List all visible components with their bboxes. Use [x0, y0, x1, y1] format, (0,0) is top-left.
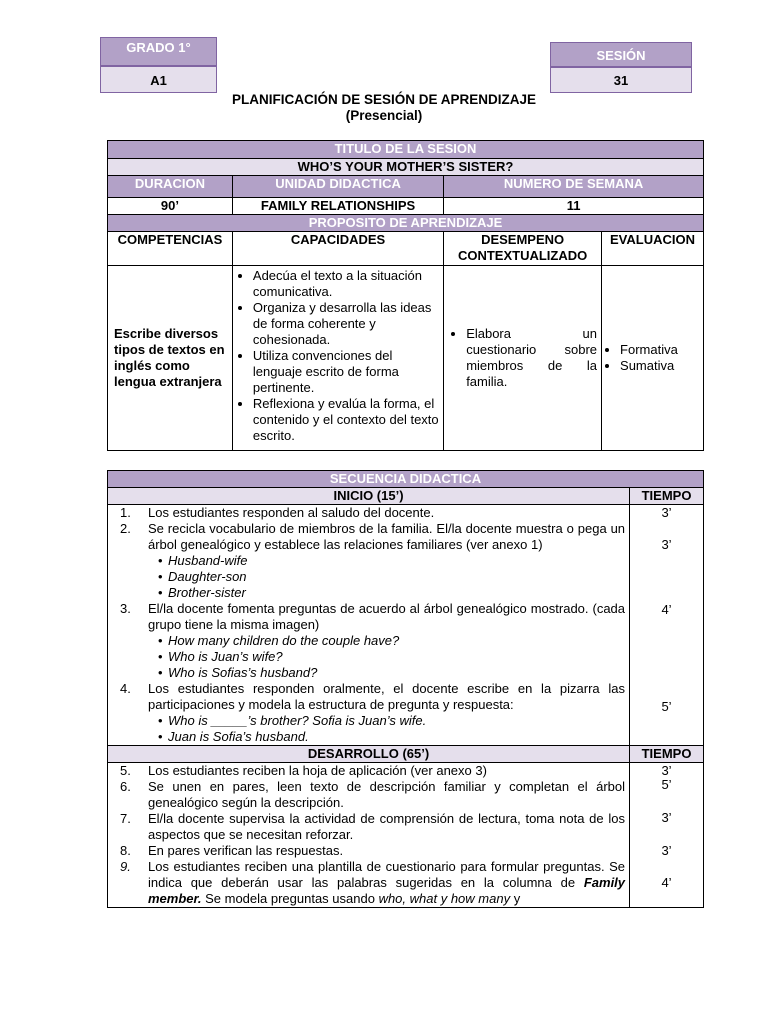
step-text: Los estudiantes reciben la hoja de aplicación (ver anexo 3) [148, 763, 487, 778]
model-item: • Who is _____’s brother? Sofia is Juan’s wife. [168, 713, 625, 729]
step-number: 4. [120, 681, 131, 696]
model-item: • Juan is Sofia’s husband. [168, 729, 625, 745]
titulo-label: TITULO DE LA SESION [108, 141, 704, 159]
step-time: 3’ [661, 763, 672, 778]
session-info-table [107, 140, 704, 451]
col-competencias: COMPETENCIAS [108, 232, 233, 266]
titulo-value: WHO’S YOUR MOTHER’S SISTER? [108, 159, 704, 176]
secuencia-title: SECUENCIA DIDACTICA [108, 471, 704, 488]
duracion-value: 90’ [108, 198, 233, 215]
capacidad-item: • Adecúa el texto a la situación comunicativa. [253, 268, 439, 300]
sesion-value-box [550, 67, 692, 93]
step-emphasis: Family member. [148, 875, 626, 906]
question-item: • Who is Sofias’s husband? [168, 665, 625, 681]
step-time: 3’ [661, 843, 672, 858]
inicio-times-cell [630, 505, 704, 746]
step-text: En pares verifican las respuestas. [148, 843, 344, 858]
relation-item: • Brother-sister [168, 585, 625, 601]
desarrollo-label: DESARROLLO (65’) [108, 746, 630, 763]
inicio-steps-cell [108, 505, 630, 746]
question-item: • Who is Juan’s wife? [168, 649, 625, 665]
relation-item: • Daughter-son [168, 569, 625, 585]
step-item [108, 859, 625, 907]
step-time: 4’ [661, 602, 672, 617]
step-text: y [510, 891, 521, 906]
step-item [108, 779, 625, 811]
step-time: 3’ [661, 505, 672, 520]
question-item: • How many children do the couple have? [168, 633, 625, 649]
unidad-value: FAMILY RELATIONSHIPS [232, 198, 443, 215]
duracion-label: DURACION [108, 176, 233, 198]
step-text: Los estudiantes reciben una plantilla de cuestionario para formular preguntas. Se indica que deberán usar las palabras sugeridas en la columna de [148, 859, 626, 890]
capacidad-item: • Organiza y desarrolla las ideas de forma coherente y cohesionada. [253, 300, 439, 348]
grado-value-box [100, 66, 217, 93]
step-number: 3. [120, 601, 131, 616]
step-text: Los estudiantes responden oralmente, el docente escribe en la pizarra las participaciones y modela la estructura de pregunta y respuesta: [148, 681, 626, 712]
sesion-value: 31 [613, 73, 629, 88]
sesion-label-box [550, 42, 692, 67]
step-number: 9. [120, 859, 131, 874]
capacidad-item: • Reflexiona y evalúa la forma, el contenido y el contexto del texto escrito. [253, 396, 439, 444]
step-text: Se unen en pares, leen texto de descripción familiar y completan el árbol genealógico según la descripción. [148, 779, 626, 810]
step-text: Se recicla vocabulario de miembros de la familia. El/la docente muestra o pega un árbol genealógico y establece las relaciones familiares (ver anexo 1) [148, 521, 626, 552]
step-text: Los estudiantes responden al saludo del docente. [148, 505, 435, 520]
step-item [108, 811, 625, 843]
evaluacion-item: • Sumativa [620, 358, 699, 374]
desempeno-text: • Elabora un cuestionario sobre miembros de la familia. [466, 326, 597, 390]
col-desempeno: DESEMPENO CONTEXTUALIZADO [444, 232, 602, 266]
desarrollo-steps-cell [108, 763, 630, 908]
step-number: 6. [120, 779, 131, 794]
step-time: 3’ [661, 810, 672, 825]
tiempo-label-desarrollo: TIEMPO [630, 746, 704, 763]
step-text: Se modela preguntas usando [201, 891, 379, 906]
page-subtitle: (Presencial) [345, 108, 423, 123]
step-number: 5. [120, 763, 131, 778]
tiempo-label-inicio: TIEMPO [630, 488, 704, 505]
step-text: El/la docente supervisa la actividad de comprensión de lectura, toma nota de los aspectos que se necesitan reforzar. [148, 811, 626, 842]
step-number: 1. [120, 505, 131, 520]
unidad-label: UNIDAD DIDACTICA [232, 176, 443, 198]
evaluacion-item: • Formativa [620, 342, 699, 358]
desarrollo-times-cell [630, 763, 704, 908]
step-time: 5’ [661, 777, 672, 792]
grado-value: A1 [150, 73, 167, 88]
grado-label-box [100, 37, 217, 66]
step-time: 3’ [661, 537, 672, 552]
step-time: 5’ [661, 699, 672, 714]
capacidad-item: • Utiliza convenciones del lenguaje escrito de forma pertinente. [253, 348, 439, 396]
step-item [108, 505, 625, 521]
step-emphasis: who, what y how many [378, 891, 511, 906]
step-text: El/la docente fomenta preguntas de acuerdo al árbol genealógico mostrado. (cada grupo tiene la misma imagen) [148, 601, 626, 632]
semana-label: NUMERO DE SEMANA [444, 176, 704, 198]
step-item [108, 843, 625, 859]
step-number: 7. [120, 811, 131, 826]
col-capacidades: CAPACIDADES [232, 232, 443, 266]
step-number: 2. [120, 521, 131, 536]
relation-item: • Husband-wife [168, 553, 625, 569]
desempeno-cell [444, 266, 602, 451]
semana-value: 11 [444, 198, 704, 215]
capacidades-cell [232, 266, 443, 451]
col-evaluacion: EVALUACION [602, 232, 704, 266]
competencia-text: Escribe diversos tipos de textos en inglés como lengua extranjera [114, 326, 225, 389]
step-number: 8. [120, 843, 131, 858]
step-item [108, 681, 625, 713]
secuencia-table [107, 470, 704, 908]
competencia-cell [108, 266, 233, 451]
sesion-label: SESIÓN [596, 48, 646, 63]
grado-label: GRADO 1° [126, 40, 191, 55]
evaluacion-cell [602, 266, 704, 451]
inicio-label: INICIO (15’) [108, 488, 630, 505]
page-title: PLANIFICACIÓN DE SESIÓN DE APRENDIZAJE [231, 92, 537, 107]
step-item [108, 601, 625, 633]
step-time: 4’ [661, 875, 672, 890]
step-item [108, 521, 625, 553]
proposito-label: PROPOSITO DE APRENDIZAJE [108, 215, 704, 232]
step-item [108, 763, 625, 779]
